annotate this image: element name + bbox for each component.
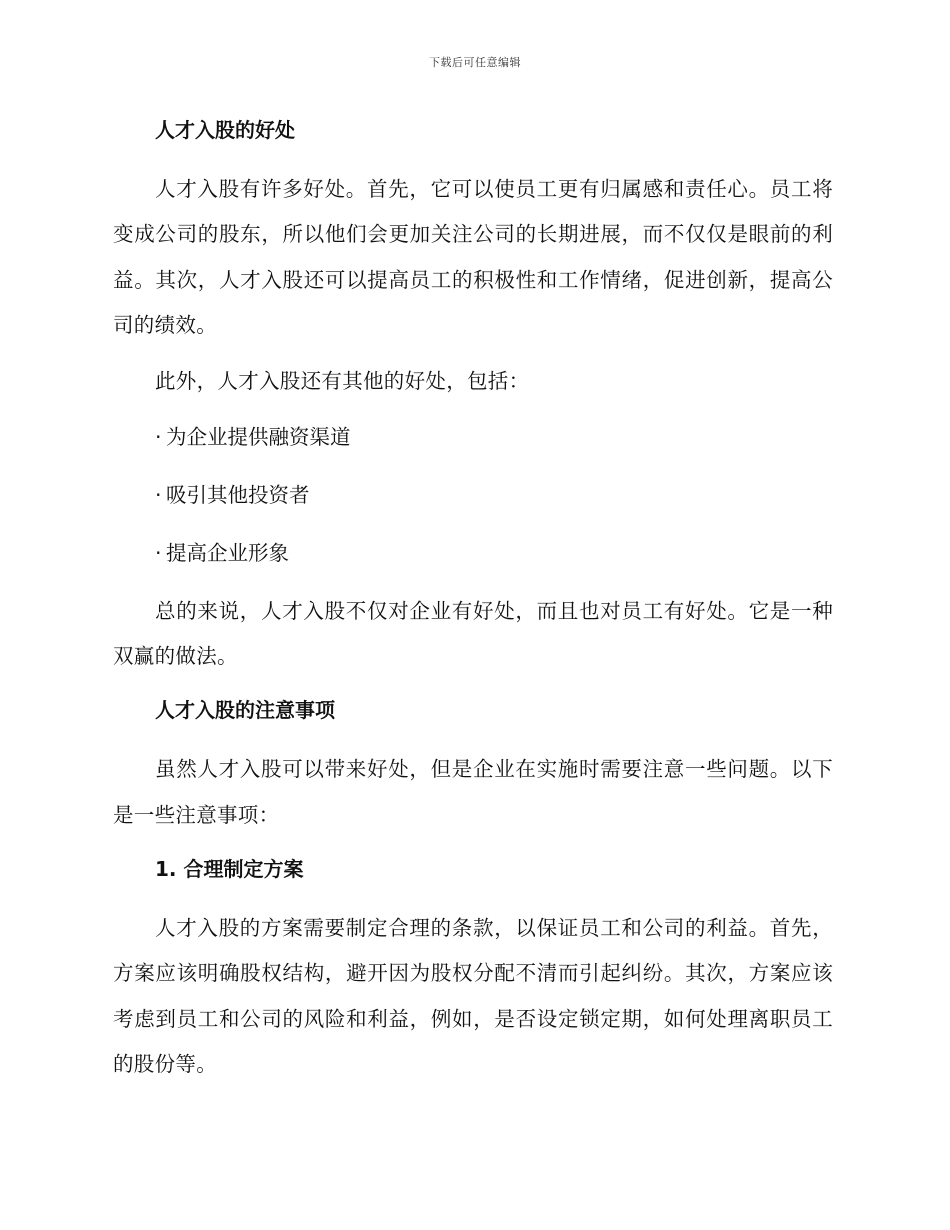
bullet-text: 吸引其他投资者	[166, 483, 310, 508]
bullet-text: 提高企业形象	[166, 541, 289, 566]
paragraph-benefits-summary: 总的来说，人才入股不仅对企业有好处，而且也对员工有好处。它是一种双赢的做法。	[113, 598, 833, 669]
paragraph-plan: 人才入股的方案需要制定合理的条款，以保证员工和公司的利益。首先，方案应该明确股权结构，避开因为股权分配不清而引起纠纷。其次，方案应该考虑到员工和公司的风险和利益，例如，是否设定锁定期，如何处理离职员工的股份等。	[113, 916, 833, 1076]
bullet-item	[113, 531, 833, 576]
paragraph-notes-intro: 虽然人才入股可以带来好处，但是企业在实施时需要注意一些问题。以下是一些注意事项：	[113, 757, 833, 827]
bullet-item	[113, 473, 833, 518]
section-heading-benefits: 人才入股的好处	[155, 118, 295, 142]
bullet-text: 为企业提供融资渠道	[166, 425, 351, 450]
subsection-heading-plan: 1. 合理制定方案	[155, 857, 304, 882]
bullet-marker: ·	[155, 425, 162, 450]
paragraph-benefits-intro: 人才入股有许多好处。首先，它可以使员工更有归属感和责任心。员工将变成公司的股东，所以他们会更加关注公司的长期进展，而不仅仅是眼前的利益。其次，人才入股还可以提高员工的积极性和工作情绪，促进创新，提高公司的绩效。	[113, 177, 833, 337]
paragraph-benefits-other: 此外，人才入股还有其他的好处，包括：	[155, 369, 530, 394]
document-body	[113, 110, 833, 1098]
bullet-marker: ·	[155, 541, 162, 566]
bullet-item	[113, 415, 833, 460]
header-note: 下载后可任意编辑	[429, 56, 521, 69]
section-heading-notes: 人才入股的注意事项	[155, 698, 335, 723]
bullet-marker: ·	[155, 483, 162, 508]
